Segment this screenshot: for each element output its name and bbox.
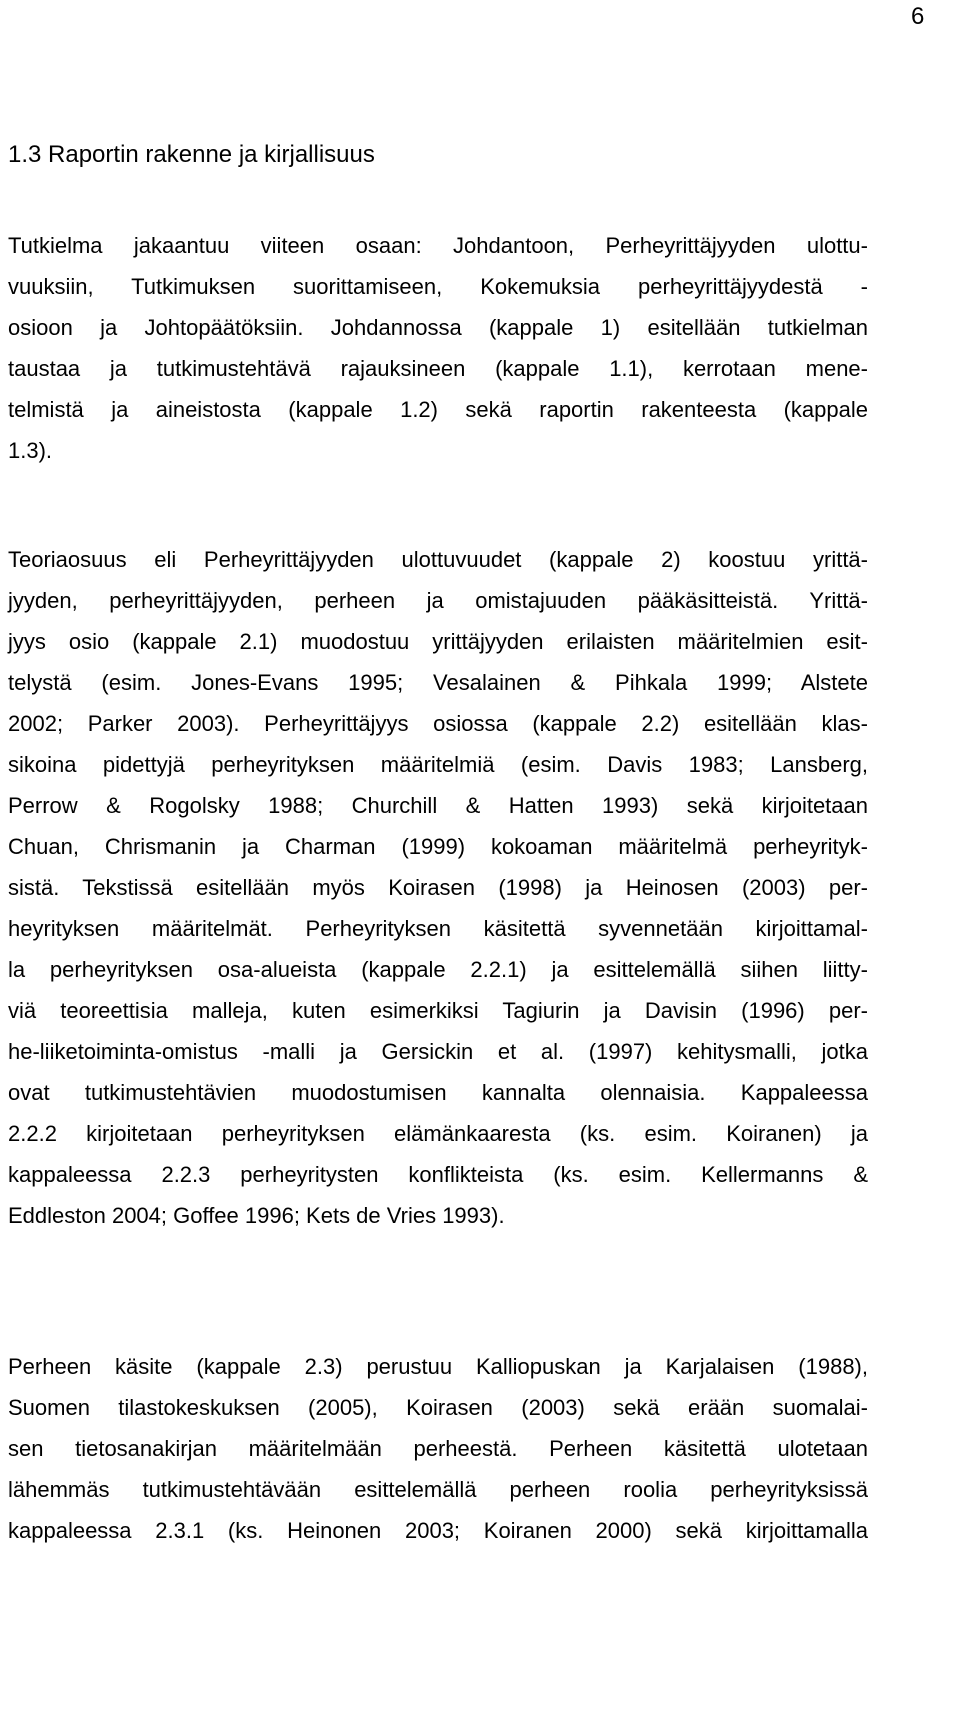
paragraph-family bbox=[8, 1346, 868, 1551]
text-line: Chuan, Chrismanin ja Charman (1999) kokoaman määritelmä perheyrityk- bbox=[8, 834, 868, 859]
text-line: Perheen käsite (kappale 2.3) perustuu Kalliopuskan ja Karjalaisen (1988), bbox=[8, 1354, 868, 1379]
text-line: Eddleston 2004; Goffee 1996; Kets de Vries 1993). bbox=[8, 1203, 505, 1228]
text-line: jyys osio (kappale 2.1) muodostuu yrittäjyyden erilaisten määritelmien esit- bbox=[8, 629, 868, 654]
text-line: heyrityksen määritelmät. Perheyrityksen käsitettä syvennetään kirjoittamal- bbox=[8, 916, 868, 941]
text-line: kappaleessa 2.2.3 perheyritysten konflikteista (ks. esim. Kellermanns & bbox=[8, 1162, 868, 1187]
paragraph-structure bbox=[8, 225, 868, 471]
page-number: 6 bbox=[911, 3, 925, 30]
text-line: osioon ja Johtopäätöksiin. Johdannossa (kappale 1) esitellään tutkielman bbox=[8, 315, 868, 340]
paragraph-theory bbox=[8, 539, 868, 1236]
text-line: Suomen tilastokeskuksen (2005), Koirasen (2003) sekä erään suomalai- bbox=[8, 1395, 868, 1420]
text-line: Tutkielma jakaantuu viiteen osaan: Johdantoon, Perheyrittäjyyden ulottu- bbox=[8, 233, 868, 258]
text-line: 2002; Parker 2003). Perheyrittäjyys osiossa (kappale 2.2) esitellään klas- bbox=[8, 711, 868, 736]
text-line: Teoriaosuus eli Perheyrittäjyyden ulottuvuudet (kappale 2) koostuu yrittä- bbox=[8, 547, 868, 572]
text-line: ovat tutkimustehtävien muodostumisen kannalta olennaisia. Kappaleessa bbox=[8, 1080, 868, 1105]
text-line: he-liiketoiminta-omistus -malli ja Gersickin et al. (1997) kehitysmalli, jotka bbox=[8, 1039, 868, 1064]
text-line: la perheyrityksen osa-alueista (kappale 2.2.1) ja esittelemällä siihen liitty- bbox=[8, 957, 868, 982]
text-line: sistä. Tekstissä esitellään myös Koirasen (1998) ja Heinosen (2003) per- bbox=[8, 875, 868, 900]
section-heading: 1.3 Raportin rakenne ja kirjallisuus bbox=[8, 141, 375, 168]
text-line: kappaleessa 2.3.1 (ks. Heinonen 2003; Koiranen 2000) sekä kirjoittamalla bbox=[8, 1518, 868, 1543]
text-line: jyyden, perheyrittäjyyden, perheen ja omistajuuden pääkäsitteistä. Yrittä- bbox=[8, 588, 868, 613]
text-line: telystä (esim. Jones-Evans 1995; Vesalainen & Pihkala 1999; Alstete bbox=[8, 670, 868, 695]
text-line: lähemmäs tutkimustehtävään esittelemällä perheen roolia perheyrityksissä bbox=[8, 1477, 868, 1502]
text-line: 1.3). bbox=[8, 438, 53, 463]
text-line: Perrow & Rogolsky 1988; Churchill & Hatten 1993) sekä kirjoitetaan bbox=[8, 793, 868, 818]
text-line: sen tietosanakirjan määritelmään perheestä. Perheen käsitettä ulotetaan bbox=[8, 1436, 868, 1461]
text-line: 2.2.2 kirjoitetaan perheyrityksen elämänkaaresta (ks. esim. Koiranen) ja bbox=[8, 1121, 868, 1146]
text-line: telmistä ja aineistosta (kappale 1.2) sekä raportin rakenteesta (kappale bbox=[8, 397, 868, 422]
text-line: taustaa ja tutkimustehtävä rajauksineen (kappale 1.1), kerrotaan mene- bbox=[8, 356, 868, 381]
text-line: sikoina pidettyjä perheyrityksen määritelmiä (esim. Davis 1983; Lansberg, bbox=[8, 752, 868, 777]
text-line: vuuksiin, Tutkimuksen suorittamiseen, Kokemuksia perheyrittäjyydestä - bbox=[8, 274, 868, 299]
text-line: viä teoreettisia malleja, kuten esimerkiksi Tagiurin ja Davisin (1996) per- bbox=[8, 998, 868, 1023]
